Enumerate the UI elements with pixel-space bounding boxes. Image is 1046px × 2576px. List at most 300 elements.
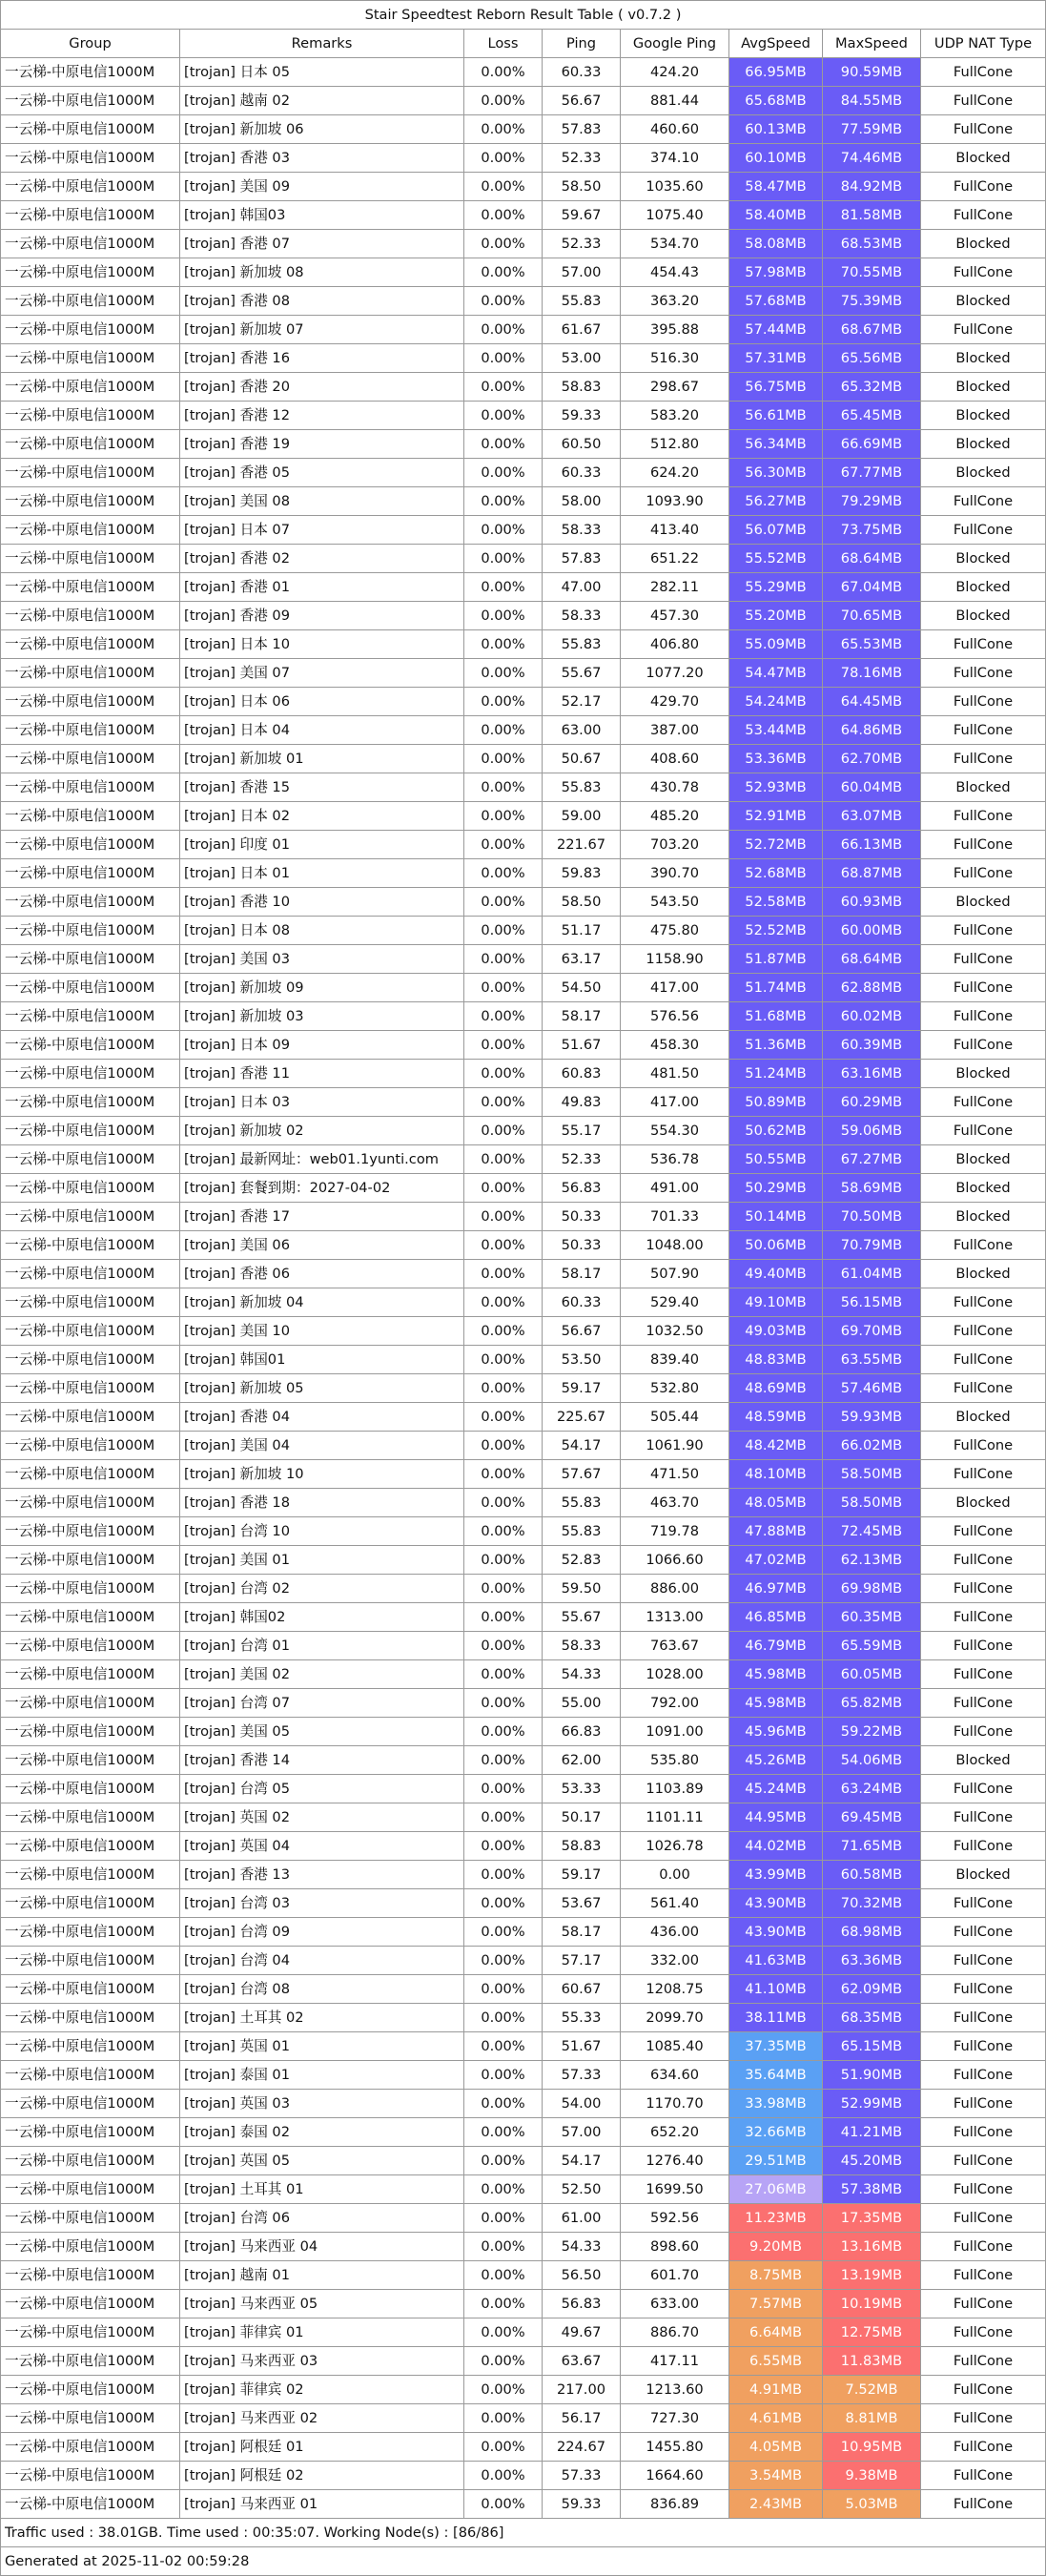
remarks-cell: [trojan] 香港 08 [180, 287, 464, 316]
ping-cell: 56.50 [543, 2261, 621, 2290]
table-row [1, 573, 1046, 602]
group-cell: 一云梯-中原电信1000M [1, 1374, 180, 1403]
remarks-cell: [trojan] 英国 05 [180, 2147, 464, 2175]
ping-cell: 66.83 [543, 1718, 621, 1746]
generated-at: Generated at 2025-11-02 00:59:28 [1, 2547, 1046, 2576]
ping-cell: 58.50 [543, 888, 621, 917]
table-row [1, 144, 1046, 173]
remarks-cell: [trojan] 菲律宾 01 [180, 2318, 464, 2347]
loss-cell: 0.00% [464, 344, 543, 373]
group-cell: 一云梯-中原电信1000M [1, 58, 180, 87]
max-speed-cell: 63.16MB [823, 1060, 921, 1088]
google-ping-cell: 1077.20 [621, 659, 729, 688]
max-speed-cell: 62.13MB [823, 1546, 921, 1575]
group-cell: 一云梯-中原电信1000M [1, 1088, 180, 1117]
loss-cell: 0.00% [464, 58, 543, 87]
ping-cell: 58.83 [543, 1832, 621, 1861]
max-speed-cell: 54.06MB [823, 1746, 921, 1775]
table-row [1, 1374, 1046, 1403]
max-speed-cell: 45.20MB [823, 2147, 921, 2175]
table-row [1, 87, 1046, 115]
google-ping-cell: 881.44 [621, 87, 729, 115]
table-row [1, 2032, 1046, 2061]
table-row [1, 974, 1046, 1002]
udp-nat-cell: FullCone [921, 2004, 1046, 2032]
ping-cell: 58.17 [543, 1918, 621, 1947]
loss-cell: 0.00% [464, 2204, 543, 2233]
max-speed-cell: 51.90MB [823, 2061, 921, 2090]
ping-cell: 224.67 [543, 2433, 621, 2462]
group-cell: 一云梯-中原电信1000M [1, 831, 180, 859]
max-speed-cell: 62.70MB [823, 745, 921, 773]
udp-nat-cell: Blocked [921, 402, 1046, 430]
ping-cell: 59.00 [543, 802, 621, 831]
avg-speed-cell: 48.69MB [729, 1374, 823, 1403]
udp-nat-cell: Blocked [921, 545, 1046, 573]
remarks-cell: [trojan] 美国 04 [180, 1432, 464, 1460]
max-speed-cell: 60.58MB [823, 1861, 921, 1889]
loss-cell: 0.00% [464, 1088, 543, 1117]
loss-cell: 0.00% [464, 2032, 543, 2061]
avg-speed-cell: 53.44MB [729, 716, 823, 745]
avg-speed-cell: 57.98MB [729, 258, 823, 287]
group-cell: 一云梯-中原电信1000M [1, 2318, 180, 2347]
table-row [1, 258, 1046, 287]
ping-cell: 59.17 [543, 1374, 621, 1403]
max-speed-cell: 63.36MB [823, 1947, 921, 1975]
ping-cell: 52.33 [543, 230, 621, 258]
google-ping-cell: 0.00 [621, 1861, 729, 1889]
table-row [1, 344, 1046, 373]
header-loss: Loss [464, 30, 543, 58]
avg-speed-cell: 51.68MB [729, 1002, 823, 1031]
google-ping-cell: 886.70 [621, 2318, 729, 2347]
remarks-cell: [trojan] 马来西亚 03 [180, 2347, 464, 2376]
loss-cell: 0.00% [464, 802, 543, 831]
table-row [1, 1031, 1046, 1060]
table-row [1, 2490, 1046, 2519]
udp-nat-cell: FullCone [921, 1460, 1046, 1489]
table-row [1, 2290, 1046, 2318]
loss-cell: 0.00% [464, 2233, 543, 2261]
google-ping-cell: 1213.60 [621, 2376, 729, 2404]
ping-cell: 58.33 [543, 1632, 621, 1660]
udp-nat-cell: Blocked [921, 888, 1046, 917]
table-row [1, 545, 1046, 573]
avg-speed-cell: 2.43MB [729, 2490, 823, 2519]
table-row [1, 1346, 1046, 1374]
group-cell: 一云梯-中原电信1000M [1, 2061, 180, 2090]
max-speed-cell: 66.13MB [823, 831, 921, 859]
ping-cell: 51.67 [543, 1031, 621, 1060]
group-cell: 一云梯-中原电信1000M [1, 1403, 180, 1432]
group-cell: 一云梯-中原电信1000M [1, 2204, 180, 2233]
max-speed-cell: 65.15MB [823, 2032, 921, 2061]
table-row [1, 1718, 1046, 1746]
avg-speed-cell: 65.68MB [729, 87, 823, 115]
udp-nat-cell: Blocked [921, 1060, 1046, 1088]
max-speed-cell: 60.29MB [823, 1088, 921, 1117]
udp-nat-cell: FullCone [921, 2175, 1046, 2204]
loss-cell: 0.00% [464, 1746, 543, 1775]
google-ping-cell: 1028.00 [621, 1660, 729, 1689]
google-ping-cell: 436.00 [621, 1918, 729, 1947]
avg-speed-cell: 35.64MB [729, 2061, 823, 2090]
udp-nat-cell: Blocked [921, 1145, 1046, 1174]
loss-cell: 0.00% [464, 173, 543, 201]
ping-cell: 54.33 [543, 1660, 621, 1689]
avg-speed-cell: 49.03MB [729, 1317, 823, 1346]
remarks-cell: [trojan] 台湾 02 [180, 1575, 464, 1603]
group-cell: 一云梯-中原电信1000M [1, 1632, 180, 1660]
ping-cell: 217.00 [543, 2376, 621, 2404]
max-speed-cell: 69.45MB [823, 1803, 921, 1832]
google-ping-cell: 429.70 [621, 688, 729, 716]
ping-cell: 51.67 [543, 2032, 621, 2061]
remarks-cell: [trojan] 越南 01 [180, 2261, 464, 2290]
google-ping-cell: 475.80 [621, 917, 729, 945]
avg-speed-cell: 47.88MB [729, 1517, 823, 1546]
group-cell: 一云梯-中原电信1000M [1, 2118, 180, 2147]
max-speed-cell: 67.77MB [823, 459, 921, 487]
group-cell: 一云梯-中原电信1000M [1, 2290, 180, 2318]
ping-cell: 59.67 [543, 201, 621, 230]
avg-speed-cell: 38.11MB [729, 2004, 823, 2032]
loss-cell: 0.00% [464, 1203, 543, 1231]
udp-nat-cell: FullCone [921, 115, 1046, 144]
udp-nat-cell: Blocked [921, 1174, 1046, 1203]
remarks-cell: [trojan] 台湾 03 [180, 1889, 464, 1918]
table-row [1, 201, 1046, 230]
ping-cell: 59.17 [543, 1861, 621, 1889]
remarks-cell: [trojan] 新加坡 05 [180, 1374, 464, 1403]
remarks-cell: [trojan] 台湾 08 [180, 1975, 464, 2004]
table-row [1, 1575, 1046, 1603]
ping-cell: 55.83 [543, 287, 621, 316]
avg-speed-cell: 57.44MB [729, 316, 823, 344]
avg-speed-cell: 60.13MB [729, 115, 823, 144]
traffic-summary: Traffic used : 38.01GB. Time used : 00:35:07. Working Node(s) : [86/86] [1, 2519, 1046, 2547]
google-ping-cell: 543.50 [621, 888, 729, 917]
google-ping-cell: 406.80 [621, 630, 729, 659]
remarks-cell: [trojan] 马来西亚 04 [180, 2233, 464, 2261]
google-ping-cell: 1085.40 [621, 2032, 729, 2061]
udp-nat-cell: FullCone [921, 2090, 1046, 2118]
udp-nat-cell: FullCone [921, 2233, 1046, 2261]
remarks-cell: [trojan] 新加坡 09 [180, 974, 464, 1002]
remarks-cell: [trojan] 英国 03 [180, 2090, 464, 2118]
google-ping-cell: 363.20 [621, 287, 729, 316]
ping-cell: 55.83 [543, 1517, 621, 1546]
group-cell: 一云梯-中原电信1000M [1, 659, 180, 688]
group-cell: 一云梯-中原电信1000M [1, 1489, 180, 1517]
group-cell: 一云梯-中原电信1000M [1, 1746, 180, 1775]
google-ping-cell: 507.90 [621, 1260, 729, 1288]
google-ping-cell: 703.20 [621, 831, 729, 859]
max-speed-cell: 58.69MB [823, 1174, 921, 1203]
max-speed-cell: 68.64MB [823, 545, 921, 573]
udp-nat-cell: Blocked [921, 602, 1046, 630]
remarks-cell: [trojan] 泰国 01 [180, 2061, 464, 2090]
group-cell: 一云梯-中原电信1000M [1, 487, 180, 516]
udp-nat-cell: FullCone [921, 2290, 1046, 2318]
group-cell: 一云梯-中原电信1000M [1, 1975, 180, 2004]
udp-nat-cell: FullCone [921, 716, 1046, 745]
group-cell: 一云梯-中原电信1000M [1, 859, 180, 888]
group-cell: 一云梯-中原电信1000M [1, 402, 180, 430]
table-row [1, 1002, 1046, 1031]
table-row [1, 1660, 1046, 1689]
google-ping-cell: 583.20 [621, 402, 729, 430]
group-cell: 一云梯-中原电信1000M [1, 773, 180, 802]
ping-cell: 57.33 [543, 2061, 621, 2090]
remarks-cell: [trojan] 台湾 06 [180, 2204, 464, 2233]
remarks-cell: [trojan] 美国 06 [180, 1231, 464, 1260]
loss-cell: 0.00% [464, 859, 543, 888]
table-row [1, 2347, 1046, 2376]
google-ping-cell: 417.00 [621, 974, 729, 1002]
max-speed-cell: 67.04MB [823, 573, 921, 602]
google-ping-cell: 390.70 [621, 859, 729, 888]
avg-speed-cell: 49.10MB [729, 1288, 823, 1317]
remarks-cell: [trojan] 日本 08 [180, 917, 464, 945]
google-ping-cell: 424.20 [621, 58, 729, 87]
group-cell: 一云梯-中原电信1000M [1, 2490, 180, 2519]
group-cell: 一云梯-中原电信1000M [1, 2261, 180, 2290]
remarks-cell: [trojan] 土耳其 01 [180, 2175, 464, 2204]
remarks-cell: [trojan] 马来西亚 05 [180, 2290, 464, 2318]
google-ping-cell: 1170.70 [621, 2090, 729, 2118]
group-cell: 一云梯-中原电信1000M [1, 1546, 180, 1575]
group-cell: 一云梯-中原电信1000M [1, 2376, 180, 2404]
loss-cell: 0.00% [464, 716, 543, 745]
udp-nat-cell: FullCone [921, 2462, 1046, 2490]
google-ping-cell: 634.60 [621, 2061, 729, 2090]
google-ping-cell: 898.60 [621, 2233, 729, 2261]
avg-speed-cell: 55.52MB [729, 545, 823, 573]
table-row [1, 2433, 1046, 2462]
ping-cell: 55.17 [543, 1117, 621, 1145]
loss-cell: 0.00% [464, 115, 543, 144]
max-speed-cell: 68.35MB [823, 2004, 921, 2032]
table-row [1, 917, 1046, 945]
udp-nat-cell: FullCone [921, 2376, 1046, 2404]
remarks-cell: [trojan] 新加坡 06 [180, 115, 464, 144]
loss-cell: 0.00% [464, 430, 543, 459]
table-row [1, 1460, 1046, 1489]
loss-cell: 0.00% [464, 1947, 543, 1975]
google-ping-cell: 1061.90 [621, 1432, 729, 1460]
remarks-cell: [trojan] 印度 01 [180, 831, 464, 859]
google-ping-cell: 374.10 [621, 144, 729, 173]
ping-cell: 56.67 [543, 87, 621, 115]
max-speed-cell: 70.32MB [823, 1889, 921, 1918]
table-row [1, 2004, 1046, 2032]
max-speed-cell: 62.09MB [823, 1975, 921, 2004]
google-ping-cell: 1276.40 [621, 2147, 729, 2175]
table-row [1, 1803, 1046, 1832]
max-speed-cell: 65.53MB [823, 630, 921, 659]
remarks-cell: [trojan] 香港 12 [180, 402, 464, 430]
loss-cell: 0.00% [464, 745, 543, 773]
google-ping-cell: 624.20 [621, 459, 729, 487]
avg-speed-cell: 50.55MB [729, 1145, 823, 1174]
google-ping-cell: 505.44 [621, 1403, 729, 1432]
remarks-cell: [trojan] 日本 07 [180, 516, 464, 545]
remarks-cell: [trojan] 新加坡 01 [180, 745, 464, 773]
google-ping-cell: 839.40 [621, 1346, 729, 1374]
loss-cell: 0.00% [464, 1288, 543, 1317]
google-ping-cell: 463.70 [621, 1489, 729, 1517]
udp-nat-cell: FullCone [921, 1918, 1046, 1947]
google-ping-cell: 1093.90 [621, 487, 729, 516]
avg-speed-cell: 11.23MB [729, 2204, 823, 2233]
max-speed-cell: 10.95MB [823, 2433, 921, 2462]
remarks-cell: [trojan] 新加坡 08 [180, 258, 464, 287]
group-cell: 一云梯-中原电信1000M [1, 258, 180, 287]
table-row [1, 2204, 1046, 2233]
remarks-cell: [trojan] 日本 03 [180, 1088, 464, 1117]
ping-cell: 61.00 [543, 2204, 621, 2233]
table-row [1, 1317, 1046, 1346]
remarks-cell: [trojan] 英国 01 [180, 2032, 464, 2061]
google-ping-cell: 1066.60 [621, 1546, 729, 1575]
group-cell: 一云梯-中原电信1000M [1, 2032, 180, 2061]
google-ping-cell: 763.67 [621, 1632, 729, 1660]
max-speed-cell: 65.56MB [823, 344, 921, 373]
avg-speed-cell: 55.29MB [729, 573, 823, 602]
loss-cell: 0.00% [464, 2376, 543, 2404]
google-ping-cell: 457.30 [621, 602, 729, 630]
loss-cell: 0.00% [464, 2290, 543, 2318]
loss-cell: 0.00% [464, 1803, 543, 1832]
remarks-cell: [trojan] 越南 02 [180, 87, 464, 115]
udp-nat-cell: FullCone [921, 1718, 1046, 1746]
ping-cell: 54.17 [543, 1432, 621, 1460]
remarks-cell: [trojan] 台湾 05 [180, 1775, 464, 1803]
table-row [1, 1689, 1046, 1718]
table-row [1, 1546, 1046, 1575]
max-speed-cell: 63.55MB [823, 1346, 921, 1374]
ping-cell: 52.83 [543, 1546, 621, 1575]
avg-speed-cell: 50.29MB [729, 1174, 823, 1203]
udp-nat-cell: FullCone [921, 1803, 1046, 1832]
avg-speed-cell: 27.06MB [729, 2175, 823, 2204]
udp-nat-cell: FullCone [921, 1374, 1046, 1403]
udp-nat-cell: FullCone [921, 2032, 1046, 2061]
google-ping-cell: 1699.50 [621, 2175, 729, 2204]
table-row [1, 888, 1046, 917]
google-ping-cell: 460.60 [621, 115, 729, 144]
remarks-cell: [trojan] 香港 10 [180, 888, 464, 917]
group-cell: 一云梯-中原电信1000M [1, 1117, 180, 1145]
avg-speed-cell: 45.26MB [729, 1746, 823, 1775]
loss-cell: 0.00% [464, 1317, 543, 1346]
max-speed-cell: 60.93MB [823, 888, 921, 917]
avg-speed-cell: 52.91MB [729, 802, 823, 831]
group-cell: 一云梯-中原电信1000M [1, 2433, 180, 2462]
google-ping-cell: 298.67 [621, 373, 729, 402]
max-speed-cell: 74.46MB [823, 144, 921, 173]
group-cell: 一云梯-中原电信1000M [1, 1861, 180, 1889]
avg-speed-cell: 49.40MB [729, 1260, 823, 1288]
loss-cell: 0.00% [464, 888, 543, 917]
google-ping-cell: 1075.40 [621, 201, 729, 230]
ping-cell: 57.67 [543, 1460, 621, 1489]
ping-cell: 225.67 [543, 1403, 621, 1432]
table-row [1, 230, 1046, 258]
loss-cell: 0.00% [464, 1918, 543, 1947]
table-row [1, 2175, 1046, 2204]
ping-cell: 58.83 [543, 373, 621, 402]
loss-cell: 0.00% [464, 1031, 543, 1060]
google-ping-cell: 536.78 [621, 1145, 729, 1174]
google-ping-cell: 417.00 [621, 1088, 729, 1117]
udp-nat-cell: FullCone [921, 945, 1046, 974]
max-speed-cell: 64.45MB [823, 688, 921, 716]
udp-nat-cell: FullCone [921, 2490, 1046, 2519]
google-ping-cell: 886.00 [621, 1575, 729, 1603]
avg-speed-cell: 32.66MB [729, 2118, 823, 2147]
avg-speed-cell: 54.24MB [729, 688, 823, 716]
remarks-cell: [trojan] 美国 10 [180, 1317, 464, 1346]
google-ping-cell: 454.43 [621, 258, 729, 287]
udp-nat-cell: FullCone [921, 831, 1046, 859]
group-cell: 一云梯-中原电信1000M [1, 115, 180, 144]
google-ping-cell: 408.60 [621, 745, 729, 773]
remarks-cell: [trojan] 香港 05 [180, 459, 464, 487]
group-cell: 一云梯-中原电信1000M [1, 688, 180, 716]
max-speed-cell: 52.99MB [823, 2090, 921, 2118]
ping-cell: 59.50 [543, 1575, 621, 1603]
udp-nat-cell: FullCone [921, 1288, 1046, 1317]
avg-speed-cell: 50.62MB [729, 1117, 823, 1145]
loss-cell: 0.00% [464, 2462, 543, 2490]
ping-cell: 57.33 [543, 2462, 621, 2490]
table-row [1, 773, 1046, 802]
max-speed-cell: 64.86MB [823, 716, 921, 745]
group-cell: 一云梯-中原电信1000M [1, 1288, 180, 1317]
table-row [1, 1403, 1046, 1432]
loss-cell: 0.00% [464, 602, 543, 630]
table-row [1, 831, 1046, 859]
ping-cell: 60.33 [543, 1288, 621, 1317]
table-row [1, 630, 1046, 659]
google-ping-cell: 652.20 [621, 2118, 729, 2147]
avg-speed-cell: 45.98MB [729, 1660, 823, 1689]
group-cell: 一云梯-中原电信1000M [1, 945, 180, 974]
avg-speed-cell: 9.20MB [729, 2233, 823, 2261]
remarks-cell: [trojan] 美国 07 [180, 659, 464, 688]
ping-cell: 60.33 [543, 58, 621, 87]
remarks-cell: [trojan] 韩国02 [180, 1603, 464, 1632]
loss-cell: 0.00% [464, 316, 543, 344]
table-row [1, 2261, 1046, 2290]
udp-nat-cell: FullCone [921, 2347, 1046, 2376]
max-speed-cell: 11.83MB [823, 2347, 921, 2376]
google-ping-cell: 282.11 [621, 573, 729, 602]
table-row [1, 2404, 1046, 2433]
ping-cell: 54.17 [543, 2147, 621, 2175]
avg-speed-cell: 43.90MB [729, 1889, 823, 1918]
remarks-cell: [trojan] 美国 09 [180, 173, 464, 201]
udp-nat-cell: FullCone [921, 1346, 1046, 1374]
udp-nat-cell: FullCone [921, 516, 1046, 545]
remarks-cell: [trojan] 土耳其 02 [180, 2004, 464, 2032]
remarks-cell: [trojan] 香港 06 [180, 1260, 464, 1288]
traffic-summary-row [1, 2519, 1046, 2547]
remarks-cell: [trojan] 新加坡 03 [180, 1002, 464, 1031]
